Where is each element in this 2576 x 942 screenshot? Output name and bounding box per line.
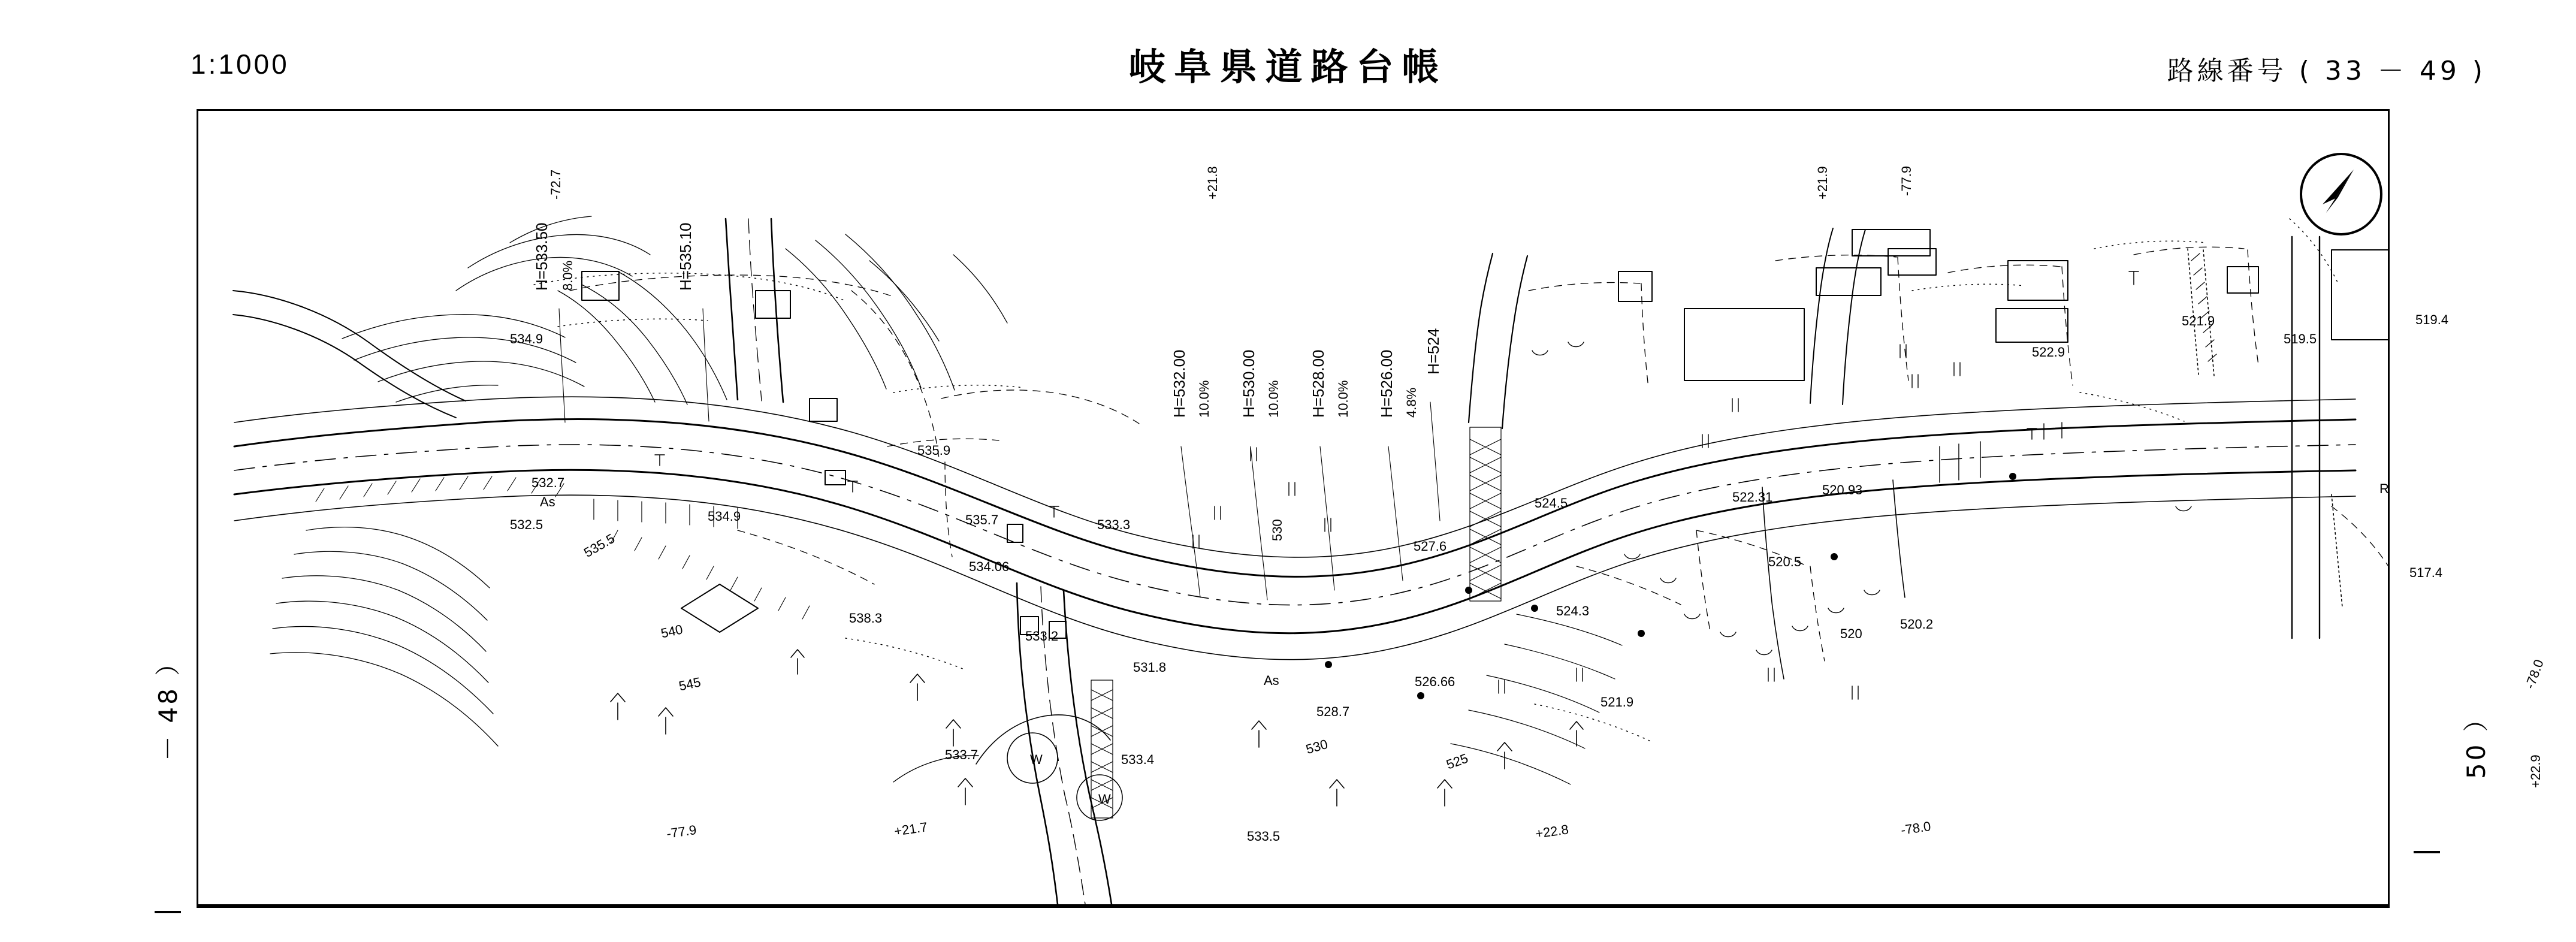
map-label: As	[1264, 673, 1279, 688]
map-label: 534.9	[510, 331, 543, 346]
map-label: 10.0%	[1336, 380, 1351, 418]
map-label: -77.9	[665, 822, 697, 841]
map-label: 517.4	[2409, 565, 2443, 580]
map-label: 534.9	[708, 509, 741, 524]
map-label: 533.5	[1247, 829, 1281, 844]
route-number-label: 路線番号	[2167, 56, 2287, 86]
map-label: +22.9	[2528, 754, 2543, 788]
map-label: 520.5	[1768, 554, 1802, 569]
map-label: 519.4	[2415, 312, 2449, 327]
map-label: 520	[1840, 626, 1862, 641]
map-label: 533.2	[1025, 629, 1059, 644]
map-label: R	[2379, 481, 2389, 496]
map-label: 530	[1270, 519, 1285, 541]
map-label: 522.9	[2032, 345, 2065, 360]
map-label: 527.6	[1414, 539, 1447, 554]
map-label: As	[540, 494, 555, 509]
map-label: 524.5	[1535, 496, 1568, 511]
map-label: 533.4	[1121, 752, 1155, 767]
map-label: 520.2	[1900, 617, 1934, 632]
route-number	[2167, 49, 2486, 87]
map-label: 521.9	[2182, 313, 2215, 328]
map-label: 525	[1444, 750, 1470, 772]
map-label: -72.7	[548, 169, 563, 200]
map-label: H=532.00	[1170, 349, 1188, 418]
map-label: 528.7	[1316, 704, 1350, 719]
page-title: 岐阜県道路台帳	[1128, 45, 1448, 89]
frame-bottom-rule	[197, 906, 2390, 908]
map-label: -77.9	[1899, 165, 1914, 196]
sheet-index-left: － 48 ）	[153, 648, 183, 761]
map-label: -78.0	[2522, 657, 2547, 691]
map-label: W	[1030, 752, 1043, 767]
sheet-index-tick-right	[2414, 851, 2440, 853]
map-label: +22.8	[1534, 822, 1570, 841]
sheet-index-right: 50 ）	[2462, 704, 2491, 779]
map-label: 526.66	[1415, 674, 1455, 689]
map-label: H=528.00	[1309, 349, 1327, 418]
map-label: H=535.10	[677, 222, 694, 291]
map-label: 533.3	[1097, 517, 1131, 532]
map-label: 521.9	[1600, 695, 1634, 709]
map-label: 520.93	[1822, 482, 1863, 497]
scale-label: 1:1000	[191, 49, 289, 80]
map-label: 540	[659, 621, 684, 641]
map-label: 531.8	[1133, 660, 1167, 675]
map-label: -78.0	[1899, 819, 1932, 838]
map-label: 519.5	[2284, 331, 2317, 346]
map-label: 10.0%	[1197, 380, 1212, 418]
map-label: 10.0%	[1266, 380, 1281, 418]
map-label: 8.0%	[560, 260, 575, 291]
map-label: +21.7	[893, 819, 929, 839]
map-label: 532.7	[531, 475, 565, 490]
map-label: 534.06	[969, 559, 1010, 574]
map-label: W	[1098, 792, 1111, 807]
map-label: 535.5	[581, 530, 618, 560]
map-label: 530	[1304, 736, 1330, 757]
map-label: 522.31	[1732, 490, 1773, 505]
map-label: 538.3	[849, 611, 883, 626]
route-number-value: ( 33 － 49 )	[2299, 56, 2486, 86]
map-label: 524.3	[1556, 603, 1590, 618]
map-label: +21.8	[1205, 166, 1220, 200]
map-label: H=530.00	[1240, 349, 1258, 418]
map-label: H=526.00	[1378, 349, 1396, 418]
topographic-map-drawing	[198, 111, 2388, 904]
map-label: 535.9	[917, 443, 951, 458]
sheet-index-tick-left	[155, 911, 181, 913]
map-label: 533.7	[945, 747, 979, 762]
map-label: H=533.50	[533, 222, 551, 291]
map-label: 4.8%	[1404, 387, 1419, 418]
map-label: +21.9	[1815, 166, 1830, 200]
map-label: 532.5	[510, 517, 543, 532]
map-label: H=524	[1424, 328, 1442, 375]
map-label: 535.7	[965, 512, 999, 527]
map-label: 545	[677, 674, 702, 694]
